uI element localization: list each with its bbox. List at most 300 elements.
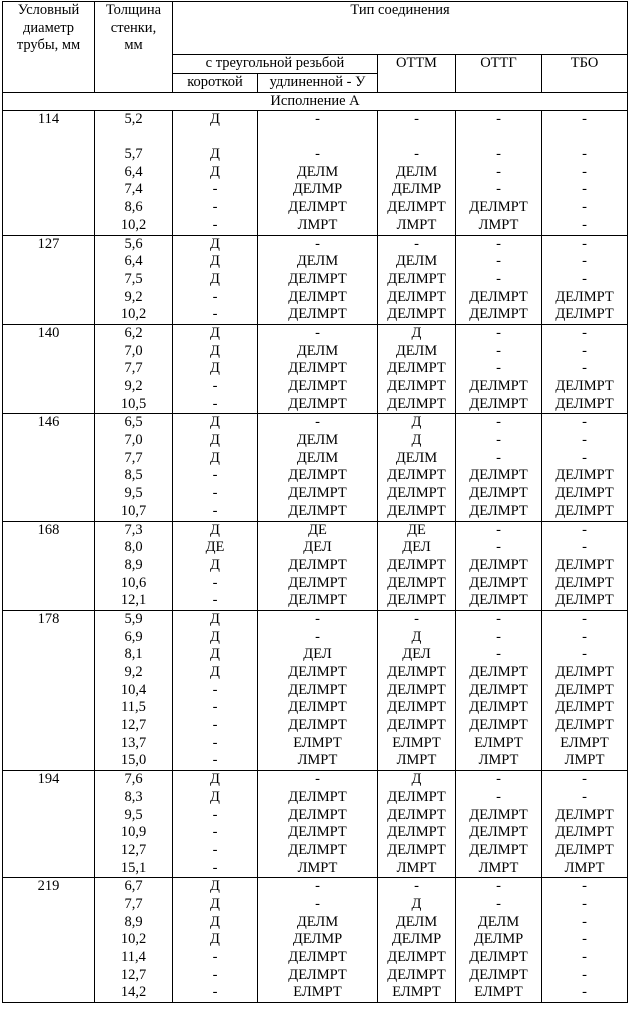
elongated-thread-value: -	[315, 878, 320, 895]
short-thread-value: -	[212, 824, 218, 841]
wall-thickness-value: 13,7	[120, 734, 147, 751]
ottg-value: -	[496, 253, 501, 270]
ottm-value: ДЕЛ	[402, 539, 431, 556]
elongated-thread-value: ДЕЛМРТ	[288, 556, 347, 573]
ottm-cell	[378, 521, 456, 610]
tbo-value: ДЕЛМРТ	[555, 574, 614, 591]
pipe-connection-table-page	[2, 1, 628, 1003]
elongated-thread-value: ДЕЛМРТ	[288, 949, 347, 966]
tbo-value: -	[582, 235, 587, 252]
short-thread-value: -	[212, 395, 218, 412]
table-body	[3, 92, 628, 1002]
ottm-value: ДЕЛМРТ	[387, 378, 446, 395]
ottm-cell	[378, 610, 456, 770]
elongated-thread-value: ДЕЛМ	[296, 253, 339, 270]
table-row	[3, 878, 628, 1003]
ottg-value: -	[496, 270, 501, 287]
short-thread-value: -	[212, 717, 218, 734]
ottg-value: -	[496, 628, 501, 645]
wall-thickness-cell	[95, 878, 173, 1003]
wall-thickness-value: 7,5	[124, 270, 143, 287]
tbo-value: -	[582, 146, 587, 163]
elongated-thread-value: ДЕЛМРТ	[288, 485, 347, 502]
ottg-value: ДЕЛМРТ	[469, 664, 528, 681]
ottg-value: -	[496, 146, 501, 163]
elongated-thread-value: ДЕЛМ	[296, 163, 339, 180]
wall-thickness-value: 8,6	[124, 199, 143, 216]
tbo-value: -	[582, 628, 587, 645]
ottg-cell	[456, 414, 542, 521]
short-thread-value: -	[212, 288, 218, 305]
ottm-value: ДЕЛМРТ	[387, 592, 446, 609]
short-thread-value: Д	[210, 664, 220, 681]
elongated-thread-value: ДЕЛМРТ	[288, 395, 347, 412]
ottm-value: ДЕЛМ	[395, 913, 438, 930]
ottg-value: -	[496, 521, 501, 538]
ottg-value: ДЕЛМРТ	[469, 717, 528, 734]
ottm-value: ДЕЛМРТ	[387, 467, 446, 484]
wall-thickness-cell	[95, 414, 173, 521]
ottm-value: ДЕЛМ	[395, 342, 438, 359]
wall-thickness-value: 6,5	[124, 414, 143, 431]
short-thread-cell	[173, 878, 258, 1003]
elongated-thread-value: ДЕЛ	[303, 646, 332, 663]
ottm-value: Д	[411, 414, 422, 431]
elongated-thread-value: ДЕЛМРТ	[288, 717, 347, 734]
ottg-value: ДЕЛМРТ	[469, 502, 528, 519]
tbo-value: -	[582, 216, 587, 233]
tbo-value: -	[582, 414, 587, 431]
wall-thickness-cell	[95, 235, 173, 324]
short-thread-value: -	[212, 859, 218, 876]
elongated-thread-value: ДЕЛМРТ	[288, 841, 347, 858]
elongated-thread-value: -	[315, 771, 320, 788]
short-thread-value: Д	[210, 342, 220, 359]
short-thread-value: -	[212, 502, 218, 519]
header-ottm: ОТТМ	[378, 55, 456, 93]
header-wall-line: Толщина	[105, 2, 162, 18]
ottm-value: ЕЛМРТ	[392, 734, 441, 751]
elongated-thread-value: ЛМРТ	[297, 859, 338, 876]
diameter-cell	[3, 521, 95, 610]
elongated-thread-value: -	[315, 610, 320, 627]
ottg-value: -	[496, 324, 501, 341]
ottm-value: ДЕЛМРТ	[387, 681, 446, 698]
elongated-thread-cell	[258, 610, 378, 770]
tbo-value: ДЕЛМРТ	[555, 824, 614, 841]
short-thread-value: ДЕ	[205, 539, 225, 556]
ottg-value: ДЕЛМРТ	[469, 806, 528, 823]
wall-thickness-value: 11,5	[121, 699, 146, 716]
tbo-value: -	[582, 539, 587, 556]
tbo-value: ДЕЛМРТ	[555, 806, 614, 823]
short-thread-value: -	[212, 467, 218, 484]
ottm-value: ДЕЛМР	[391, 931, 442, 948]
diameter-cell	[3, 235, 95, 324]
elongated-thread-value: ДЕЛМРТ	[288, 378, 347, 395]
short-thread-value: -	[212, 199, 218, 216]
wall-thickness-cell	[95, 610, 173, 770]
header-ottg: ОТТГ	[456, 55, 542, 93]
wall-thickness-value: 10,9	[120, 824, 147, 841]
ottg-value: -	[496, 414, 501, 431]
table-row	[3, 771, 628, 878]
short-thread-value: Д	[210, 521, 220, 538]
ottm-value: ДЕЛМРТ	[387, 806, 446, 823]
ottg-value: ДЕЛМРТ	[469, 556, 528, 573]
diameter-value: 178	[37, 610, 60, 627]
wall-thickness-value: 7,7	[124, 449, 143, 466]
wall-thickness-value: 15,1	[120, 859, 147, 876]
wall-thickness-value: 8,9	[124, 913, 143, 930]
ottg-value: -	[496, 646, 501, 663]
diameter-value: 140	[37, 324, 60, 341]
ottm-value: ДЕЛМРТ	[387, 502, 446, 519]
wall-thickness-value: 5,6	[124, 235, 143, 252]
short-thread-value: -	[212, 734, 218, 751]
tbo-cell	[542, 771, 628, 878]
tbo-value: -	[582, 181, 587, 198]
diameter-value: 127	[37, 235, 60, 252]
ottm-cell	[378, 771, 456, 878]
ottm-value: ДЕЛМРТ	[387, 966, 446, 983]
ottg-value: -	[496, 895, 501, 912]
short-thread-value: Д	[210, 235, 220, 252]
section-title: Исполнение А	[3, 92, 628, 111]
tbo-value: -	[582, 966, 587, 983]
ottm-value: Д	[411, 432, 422, 449]
short-thread-value: Д	[210, 163, 220, 180]
ottg-value: -	[496, 771, 501, 788]
tbo-value: ДЕЛМРТ	[555, 378, 614, 395]
short-thread-value: Д	[210, 878, 220, 895]
tbo-value: -	[582, 931, 587, 948]
wall-thickness-value: 12,7	[120, 841, 147, 858]
table-row	[3, 111, 628, 235]
elongated-thread-value: ДЕЛМРТ	[288, 699, 347, 716]
tbo-value: ДЕЛМРТ	[555, 306, 614, 323]
tbo-value: ДЕЛМРТ	[555, 395, 614, 412]
ottg-value: ДЕЛМР	[473, 931, 524, 948]
elongated-thread-value: ДЕ	[308, 521, 327, 538]
ottg-value: ДЕЛМРТ	[469, 395, 528, 412]
wall-thickness-value: 8,0	[124, 539, 143, 556]
wall-thickness-value: 6,4	[124, 163, 143, 180]
elongated-thread-cell	[258, 414, 378, 521]
ottg-cell	[456, 111, 542, 235]
short-thread-cell	[173, 521, 258, 610]
short-thread-value: -	[212, 592, 218, 609]
tbo-value: -	[582, 895, 587, 912]
tbo-value: -	[582, 199, 587, 216]
tbo-value: ДЕЛМРТ	[555, 485, 614, 502]
header-diameter-line: Условный	[17, 2, 80, 18]
blank-spacer	[258, 129, 377, 146]
short-thread-value: -	[212, 681, 218, 698]
tbo-cell	[542, 521, 628, 610]
tbo-cell	[542, 414, 628, 521]
tbo-cell	[542, 878, 628, 1003]
connection-type-table	[2, 1, 628, 1003]
ottm-value: -	[414, 146, 419, 163]
ottg-value: -	[496, 342, 501, 359]
blank-spacer	[542, 129, 627, 146]
wall-thickness-value: 10,2	[120, 306, 147, 323]
diameter-cell	[3, 111, 95, 235]
tbo-value: ДЕЛМРТ	[555, 717, 614, 734]
ottm-value: -	[414, 235, 419, 252]
wall-thickness-value: 5,9	[124, 610, 143, 627]
table-row	[3, 414, 628, 521]
wall-thickness-value: 10,4	[120, 681, 147, 698]
ottg-value: -	[496, 449, 501, 466]
ottm-value: ЛМРТ	[396, 216, 437, 233]
ottg-cell	[456, 521, 542, 610]
elongated-thread-value: ДЕЛМР	[292, 931, 343, 948]
wall-thickness-value: 12,1	[120, 592, 147, 609]
wall-thickness-value: 8,5	[124, 467, 143, 484]
ottg-value: ДЕЛМРТ	[469, 378, 528, 395]
tbo-value: -	[582, 432, 587, 449]
short-thread-value: Д	[210, 270, 220, 287]
ottm-value: ЛМРТ	[396, 859, 437, 876]
tbo-value: ЛМРТ	[564, 752, 605, 769]
tbo-value: -	[582, 646, 587, 663]
ottm-value: ДЕЛМРТ	[387, 949, 446, 966]
wall-thickness-value: 6,4	[124, 253, 143, 270]
ottg-value: -	[496, 163, 501, 180]
ottg-value: ДЕЛМРТ	[469, 306, 528, 323]
wall-thickness-value: 9,2	[124, 288, 143, 305]
short-thread-value: -	[212, 181, 218, 198]
elongated-thread-value: ДЕЛМРТ	[288, 270, 347, 287]
short-thread-value: -	[212, 216, 218, 233]
ottm-value: ДЕЛМ	[395, 163, 438, 180]
ottm-value: ЕЛМРТ	[392, 984, 441, 1001]
elongated-thread-value: ДЕЛМРТ	[288, 467, 347, 484]
ottg-value: -	[496, 788, 501, 805]
tbo-value: -	[582, 788, 587, 805]
header-diameter-line: диаметр	[23, 19, 74, 36]
tbo-cell	[542, 111, 628, 235]
header-wall-line: мм	[124, 37, 143, 54]
header-elongated-thread: удлиненной - У	[258, 74, 378, 93]
short-thread-value: -	[212, 806, 218, 823]
ottm-value: ДЕЛМРТ	[387, 574, 446, 591]
blank-spacer	[95, 129, 172, 146]
wall-thickness-value: 9,2	[124, 378, 143, 395]
ottm-value: ДЕ	[407, 521, 426, 538]
elongated-thread-value: -	[315, 146, 320, 163]
wall-thickness-value: 6,7	[124, 878, 143, 895]
ottm-cell	[378, 111, 456, 235]
ottg-cell	[456, 235, 542, 324]
blank-spacer	[173, 129, 257, 146]
tbo-value: -	[582, 111, 587, 128]
wall-thickness-cell	[95, 521, 173, 610]
wall-thickness-value: 10,2	[120, 931, 147, 948]
short-thread-cell	[173, 324, 258, 413]
elongated-thread-cell	[258, 235, 378, 324]
ottm-value: ДЕЛМРТ	[387, 717, 446, 734]
elongated-thread-value: ДЕЛМ	[296, 342, 339, 359]
wall-thickness-value: 11,4	[121, 949, 146, 966]
tbo-value: ДЕЛМРТ	[555, 699, 614, 716]
ottm-value: ДЕЛМРТ	[387, 699, 446, 716]
elongated-thread-value: ДЕЛМРТ	[288, 824, 347, 841]
table-row	[3, 235, 628, 324]
elongated-thread-value: ДЕЛМРТ	[288, 306, 347, 323]
ottg-cell	[456, 878, 542, 1003]
ottg-value: ДЕЛМРТ	[469, 949, 528, 966]
ottg-value: -	[496, 111, 501, 128]
wall-thickness-value: 8,3	[124, 788, 143, 805]
diameter-cell	[3, 414, 95, 521]
tbo-value: ДЕЛМРТ	[555, 502, 614, 519]
ottg-value: ДЕЛМРТ	[469, 681, 528, 698]
tbo-value: ДЕЛМРТ	[555, 288, 614, 305]
tbo-value: -	[582, 913, 587, 930]
ottm-value: ДЕЛМРТ	[387, 788, 446, 805]
wall-thickness-value: 7,7	[124, 360, 143, 377]
wall-thickness-value: 14,2	[120, 984, 147, 1001]
elongated-thread-value: ДЕЛМРТ	[288, 681, 347, 698]
ottm-value: ДЕЛМРТ	[387, 395, 446, 412]
diameter-value: 219	[37, 878, 60, 895]
wall-thickness-value: 8,1	[124, 646, 143, 663]
tbo-cell	[542, 324, 628, 413]
tbo-value: -	[582, 163, 587, 180]
elongated-thread-value: ЛМРТ	[297, 216, 338, 233]
header-triangular-thread: с треугольной резьбой	[173, 55, 378, 74]
tbo-value: -	[582, 949, 587, 966]
elongated-thread-cell	[258, 324, 378, 413]
ottm-cell	[378, 235, 456, 324]
short-thread-value: Д	[210, 360, 220, 377]
short-thread-value: Д	[210, 771, 220, 788]
tbo-value: -	[582, 610, 587, 627]
tbo-value: ЕЛМРТ	[560, 734, 609, 751]
tbo-value: ЛМРТ	[564, 859, 605, 876]
wall-thickness-value: 5,2	[124, 111, 143, 128]
elongated-thread-value: ДЕЛМРТ	[288, 574, 347, 591]
table-row	[3, 521, 628, 610]
elongated-thread-value: ДЕЛМ	[296, 449, 339, 466]
elongated-thread-value: -	[315, 895, 320, 912]
header-wall-thickness	[95, 2, 173, 93]
elongated-thread-value: -	[315, 324, 320, 341]
diameter-value: 146	[37, 414, 60, 431]
elongated-thread-cell	[258, 111, 378, 235]
short-thread-value: -	[212, 574, 218, 591]
short-thread-value: -	[212, 752, 218, 769]
short-thread-value: -	[212, 966, 218, 983]
ottg-value: ДЕЛМРТ	[469, 699, 528, 716]
ottg-value: -	[496, 432, 501, 449]
wall-thickness-value: 9,2	[124, 664, 143, 681]
tbo-value: ДЕЛМРТ	[555, 556, 614, 573]
ottm-value: ДЕЛМРТ	[387, 288, 446, 305]
ottm-value: ДЕЛМ	[395, 253, 438, 270]
tbo-value: -	[582, 878, 587, 895]
elongated-thread-value: -	[315, 111, 320, 128]
wall-thickness-value: 10,6	[120, 574, 147, 591]
ottm-value: ДЕЛМРТ	[387, 824, 446, 841]
tbo-value: -	[582, 449, 587, 466]
short-thread-value: Д	[210, 913, 220, 930]
tbo-value: -	[582, 342, 587, 359]
short-thread-value: -	[212, 984, 218, 1001]
ottm-value: ДЕЛМРТ	[387, 664, 446, 681]
wall-thickness-cell	[95, 111, 173, 235]
tbo-value: ДЕЛМРТ	[555, 681, 614, 698]
tbo-value: -	[582, 324, 587, 341]
elongated-thread-value: ДЕЛМРТ	[288, 966, 347, 983]
short-thread-value: -	[212, 949, 218, 966]
ottg-value: -	[496, 360, 501, 377]
tbo-value: ДЕЛМРТ	[555, 467, 614, 484]
table-row	[3, 610, 628, 770]
ottm-cell	[378, 324, 456, 413]
short-thread-cell	[173, 111, 258, 235]
elongated-thread-value: ЛМРТ	[297, 752, 338, 769]
ottm-value: ЛМРТ	[396, 752, 437, 769]
ottm-value: ДЕЛМРТ	[387, 841, 446, 858]
elongated-thread-value: ДЕЛМРТ	[288, 664, 347, 681]
elongated-thread-value: -	[315, 235, 320, 252]
elongated-thread-value: ДЕЛМРТ	[288, 806, 347, 823]
elongated-thread-value: ДЕЛМРТ	[288, 199, 347, 216]
wall-thickness-value: 15,0	[120, 752, 147, 769]
ottm-value: Д	[411, 895, 422, 912]
header-wall-line: стенки,	[110, 19, 157, 36]
ottg-value: ДЕЛМ	[477, 913, 520, 930]
ottm-value: ДЕЛ	[402, 646, 431, 663]
short-thread-value: -	[212, 485, 218, 502]
diameter-value: 114	[37, 111, 60, 128]
ottm-value: ДЕЛМРТ	[387, 556, 446, 573]
ottm-value: -	[414, 111, 419, 128]
short-thread-value: -	[212, 306, 218, 323]
wall-thickness-value: 7,0	[124, 342, 143, 359]
elongated-thread-value: -	[315, 414, 320, 431]
short-thread-value: -	[212, 699, 218, 716]
header-tbo: ТБО	[542, 55, 628, 93]
wall-thickness-value: 6,9	[124, 628, 143, 645]
short-thread-value: -	[212, 378, 218, 395]
short-thread-value: Д	[210, 931, 220, 948]
diameter-cell	[3, 878, 95, 1003]
ottg-value: ДЕЛМРТ	[469, 841, 528, 858]
ottm-value: -	[414, 610, 419, 627]
short-thread-cell	[173, 414, 258, 521]
tbo-value: -	[582, 771, 587, 788]
ottg-value: ДЕЛМРТ	[469, 485, 528, 502]
header-diameter-line: трубы, мм	[16, 37, 81, 54]
ottg-cell	[456, 324, 542, 413]
header-diameter	[3, 2, 95, 93]
wall-thickness-value: 9,5	[124, 806, 143, 823]
header-short-thread: короткой	[173, 74, 258, 93]
elongated-thread-value: ЕЛМРТ	[293, 984, 342, 1001]
tbo-value: -	[582, 984, 587, 1001]
wall-thickness-value: 7,3	[124, 521, 143, 538]
blank-spacer	[456, 129, 541, 146]
short-thread-value: Д	[210, 324, 220, 341]
ottm-cell	[378, 414, 456, 521]
tbo-value: ДЕЛМРТ	[555, 664, 614, 681]
ottg-cell	[456, 771, 542, 878]
